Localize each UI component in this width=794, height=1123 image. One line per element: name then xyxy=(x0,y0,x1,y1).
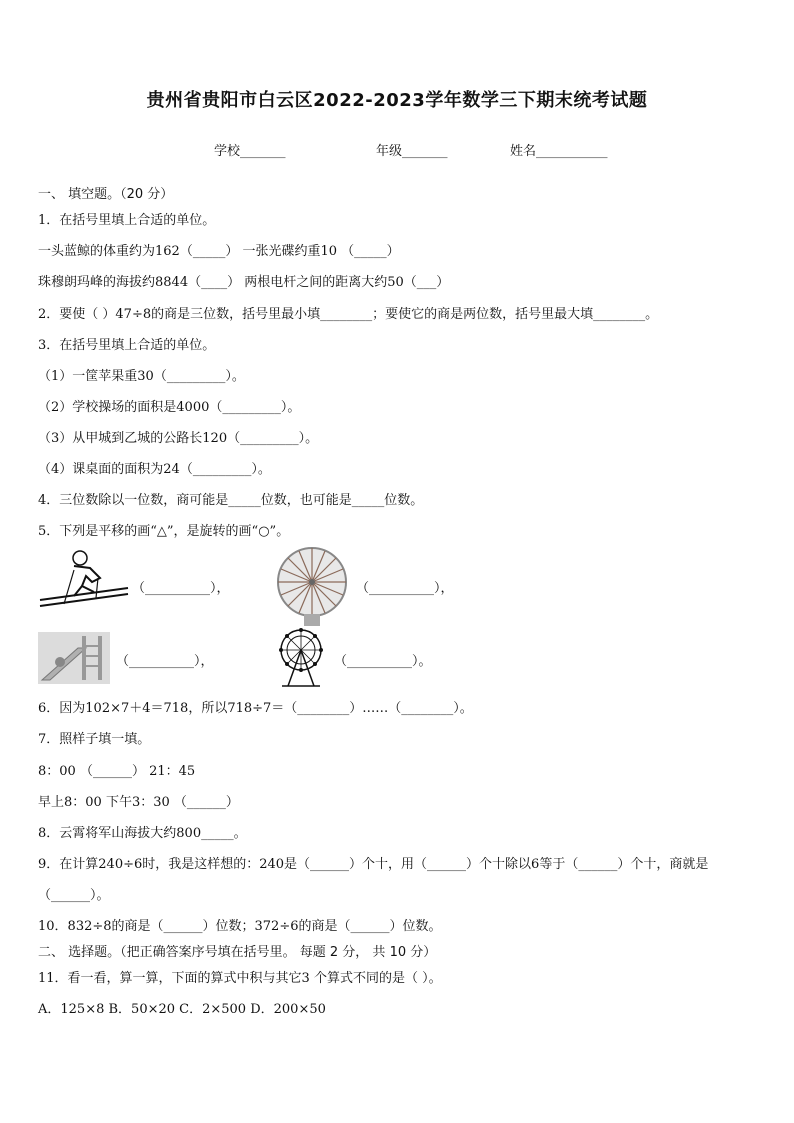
q7-row-2: 早上8：00 下午3：30 （______） xyxy=(38,795,239,810)
q11-stem: 11．看一看，算一算，下面的算式中积与其它3 个算式不同的是（ ）。 xyxy=(38,971,442,986)
q3-item-1: （1）一筐苹果重30（_________）。 xyxy=(38,369,245,384)
q1-row-1: 一头蓝鲸的体重约为162（_____） 一张光碟约重10 （_____） xyxy=(38,244,400,259)
q3-stem: 3．在括号里填上合适的单位。 xyxy=(38,338,216,353)
q6-text: 6．因为102×7＋4＝718，所以718÷7＝（________）……（________）。 xyxy=(38,701,473,716)
q3-item-2: （2）学校操场的面积是4000（_________）。 xyxy=(38,400,301,415)
grade-field: 年级_______ xyxy=(376,144,448,159)
q3-item-3: （3）从甲城到乙城的公路长120（_________）。 xyxy=(38,431,319,446)
q8-text: 8．云霄将军山海拔大约800_____。 xyxy=(38,826,247,841)
skier-icon xyxy=(38,548,130,618)
q10-text: 10．832÷8的商是（______）位数；372÷6的商是（______）位数。 xyxy=(38,919,442,934)
q7-row-1: 8：00 （______） 21：45 xyxy=(38,764,196,779)
section-2-heading: 二、 选择题。（把正确答案序号填在括号里。 每题 2 分， 共 10 分） xyxy=(38,945,437,960)
q1-row-2: 珠穆朗玛峰的海拔约8844（____） 两根电杆之间的距离大约50（___） xyxy=(38,275,450,290)
q11-options: A．125×8 B．50×20 C．2×500 D．200×50 xyxy=(38,1002,326,1017)
q9-text-line-1: 9．在计算240÷6时，我是这样想的：240是（______）个十，用（______）个十除以6等于（______）个十，商就是 xyxy=(38,857,709,872)
q7-stem: 7．照样子填一填。 xyxy=(38,732,151,747)
q3-item-4: （4）课桌面的面积为24（_________）。 xyxy=(38,462,271,477)
q5-blank-3: （__________）， xyxy=(116,654,214,669)
q5-stem: 5．下列是平移的画“△”，是旋转的画“○”。 xyxy=(38,524,290,539)
ferris-wheel-icon xyxy=(276,626,326,692)
q5-blank-4: （__________）。 xyxy=(334,654,432,669)
slide-icon xyxy=(38,632,110,688)
spinning-wheel-icon xyxy=(270,544,354,632)
section-1-heading: 一、 填空题。（20 分） xyxy=(38,187,174,202)
q4-text: 4．三位数除以一位数，商可能是_____位数，也可能是_____位数。 xyxy=(38,493,424,508)
q1-stem: 1．在括号里填上合适的单位。 xyxy=(38,213,216,228)
q2-text: 2．要使（ ）47÷8的商是三位数，括号里最小填________；要使它的商是两位数，括号里最大填________。 xyxy=(38,307,659,322)
name-field: 姓名___________ xyxy=(510,144,608,159)
q9-text-line-2: （______）。 xyxy=(38,888,110,903)
page-title: 贵州省贵阳市白云区2022-2023学年数学三下期末统考试题 xyxy=(146,90,648,111)
q5-blank-1: （__________）， xyxy=(132,581,230,596)
school-field: 学校_______ xyxy=(214,144,286,159)
q5-blank-2: （__________）， xyxy=(356,581,454,596)
